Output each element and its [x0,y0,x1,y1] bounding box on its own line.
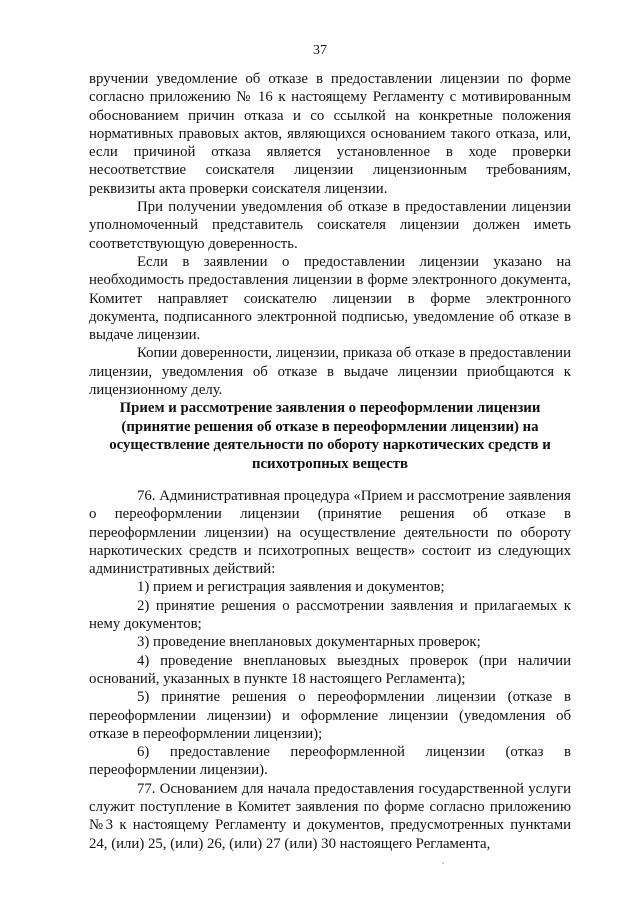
section-heading-line: Прием и рассмотрение заявления о переоформлении лицензии [119,400,541,416]
action-list-item: 3) проведение внеплановых документарных проверок; [137,634,481,651]
scan-artifact [442,862,444,864]
paragraph-77: 77. Основанием для начала предоставления государственной услуги служит поступление в Комитет заявления по форме согласно приложению №3 к настоящему Регламенту и документов, предусмотренных пунктами 24, (или) 25, (или) 26, (или) 27 (или) 30 настоящего Регламента, [89,780,571,852]
action-list-item: 6) предоставление переоформленной лицензии (отказ в переоформлении лицензии). [89,744,571,779]
text-block-top [89,70,571,399]
action-list-item: 2) принятие решения о рассмотрении заявления и прилагаемых к нему документов; [89,597,571,633]
paragraph-electronic-document: Если в заявлении о предоставлении лицензии указано на необходимость предоставления лицензии в форме электронного документа, Комитет направляет соискателю лицензии в форме электронного документа, подписанного электронной подписью, уведомление об отказе в выдаче лицензии. [89,253,571,344]
paragraph-refusal-notice-delivery: вручении уведомление об отказе в предоставлении лицензии по форме согласно приложению № 16 к настоящему Регламенту с мотивированным обоснованием причин отказа и со ссылкой на конкретные положения нормативных правовых актов, являющихся основанием такого отказа, или, если причиной отказа является установленное в ходе проверки несоответствие соискателя лицензии лицензионным требованиям, реквизиты акта проверки соискателя лицензии. [89,71,571,197]
section-heading-line: психотропных веществ [251,455,409,472]
page-number: 37 [313,43,327,58]
action-list-item: 5) принятие решения о переоформлении лицензии (отказе в переоформлении лицензии) и оформление лицензии (уведомления об отказе в переоформлении лицензии); [89,689,571,742]
paragraph-copies-to-license-file: Копии доверенности, лицензии, приказа об отказе в предоставлении лицензии, уведомления об отказе в выдаче лицензии приобщаются к лицензионному делу. [89,345,571,399]
text-block-bottom [89,487,571,853]
section-heading-line: (принятие решения об отказе в переоформлении лицензии) на [121,418,539,435]
paragraph-76: 76. Административная процедура «Прием и рассмотрение заявления о переоформлении лицензии (принятие решения об отказе в переоформлении лицензии) на осуществление деятельности по обороту наркотических средств и психотропных веществ» состоит из следующих административных действий: [89,488,571,578]
section-heading-line: осуществление деятельности по обороту наркотических средств и [109,437,551,453]
action-list-item: 1) прием и регистрация заявления и документов; [137,579,445,596]
section-heading [89,399,571,473]
action-list-item: 4) проведение внеплановых выездных проверок (при наличии оснований, указанных в пункте 18 настоящего Регламента); [89,652,571,687]
paragraph-representative-power-of-attorney: При получении уведомления об отказе в предоставлении лицензии уполномоченный представитель соискателя лицензии должен иметь соответствующую доверенность. [89,199,571,252]
